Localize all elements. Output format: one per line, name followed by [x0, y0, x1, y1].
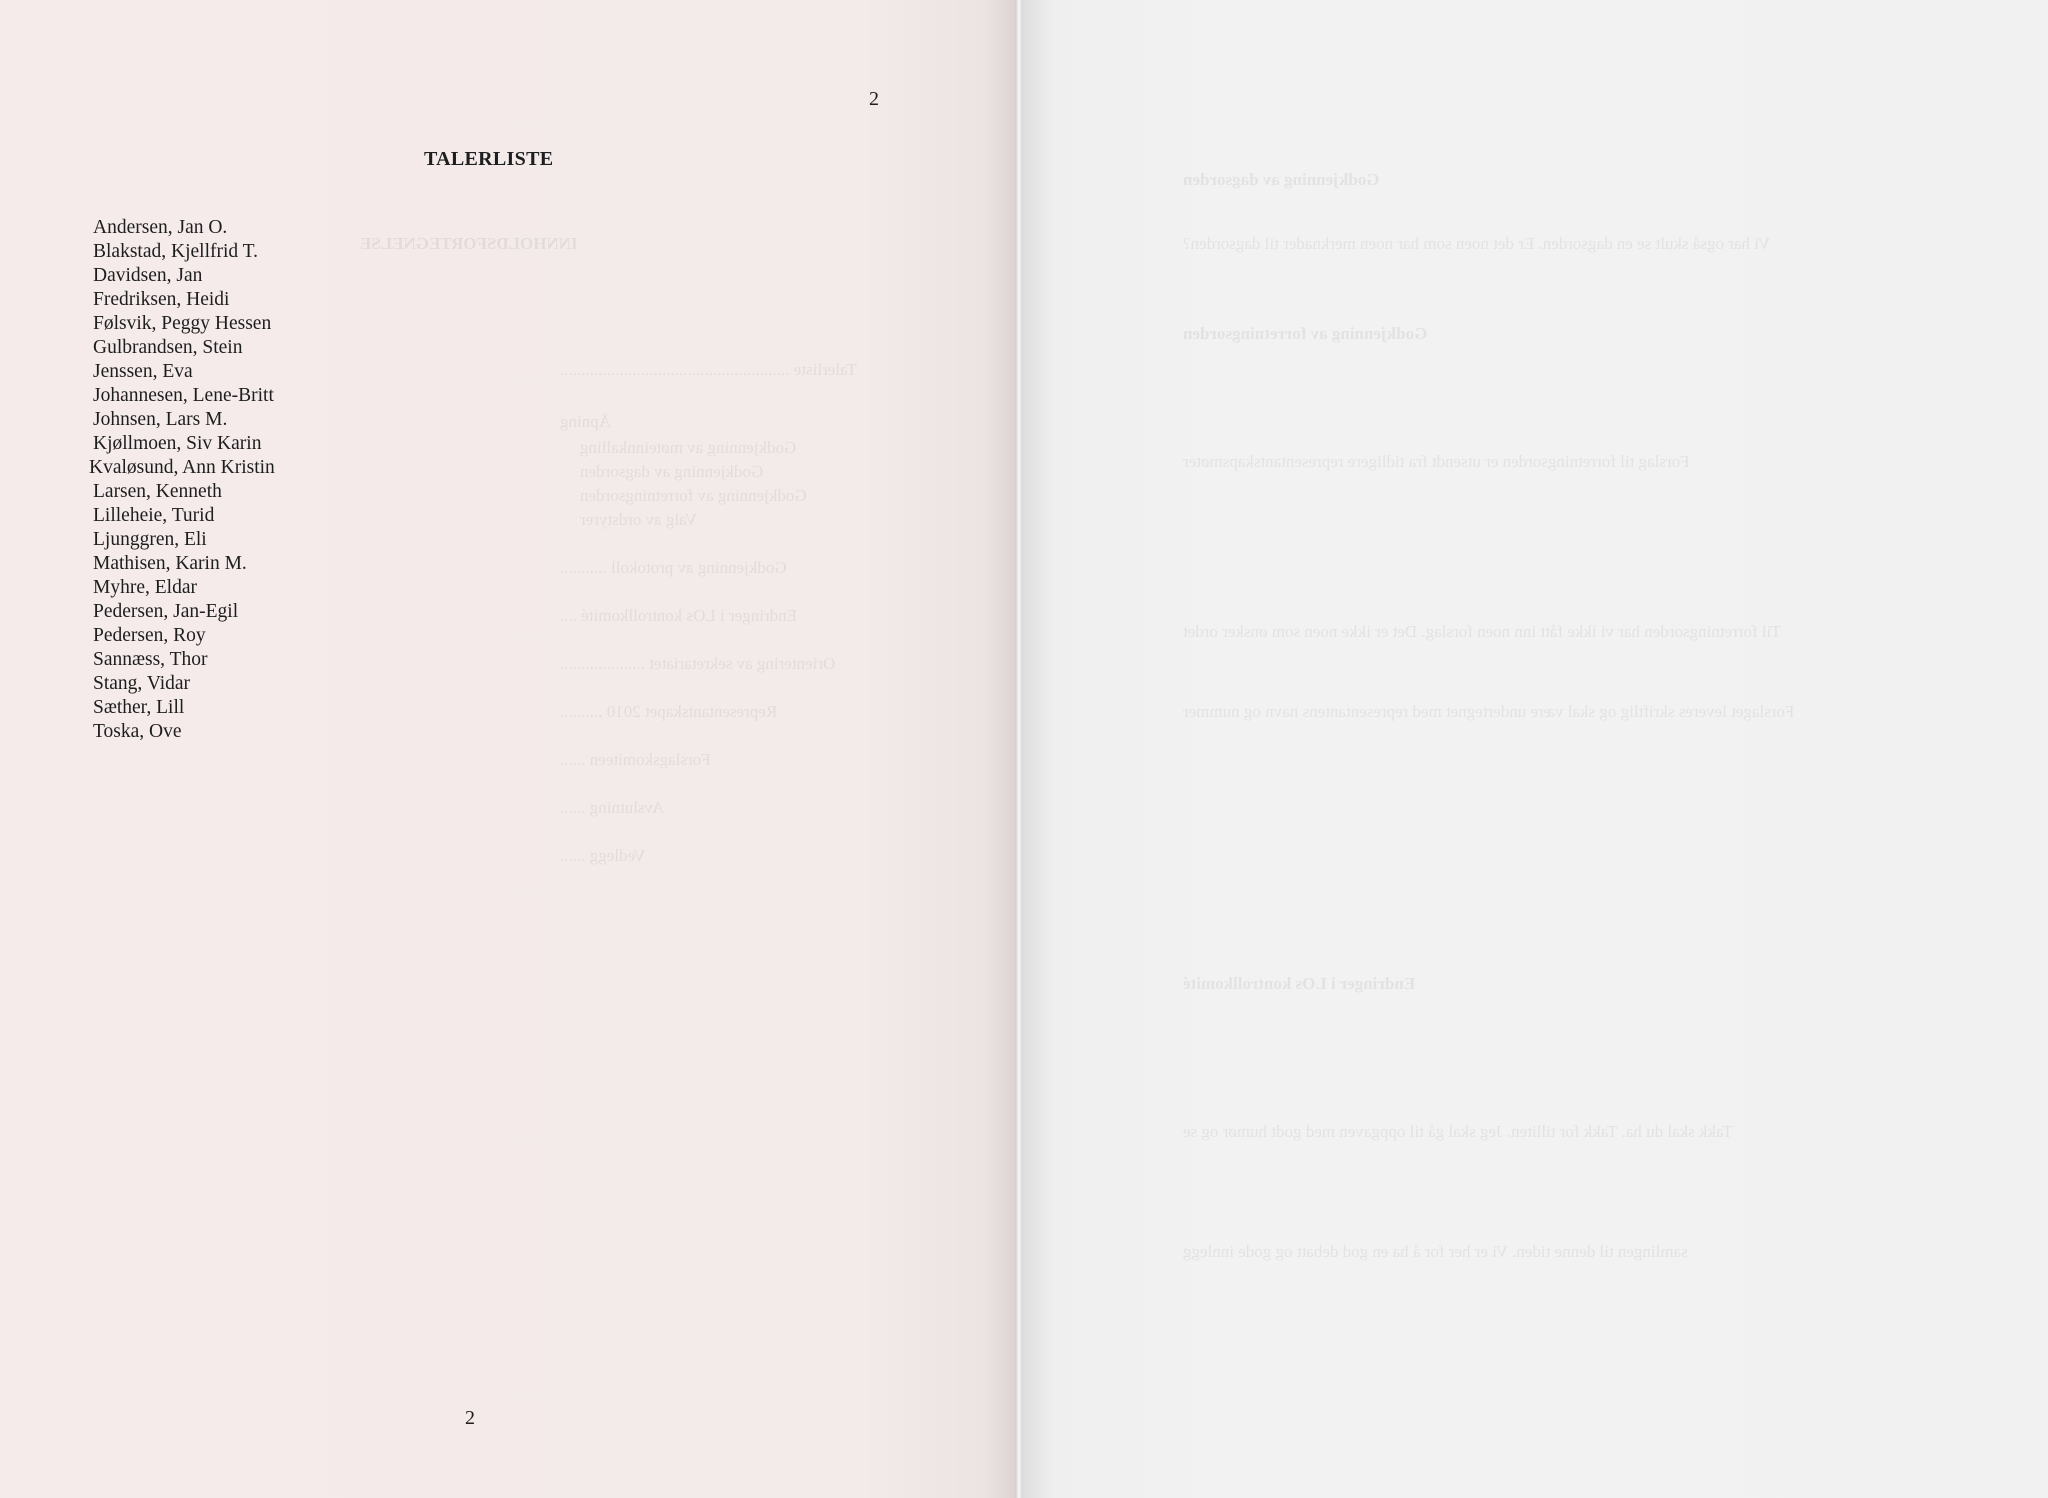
- show-through-text: Vi har også skult se en dagsorden. Er det noen som har noen merknader til dagsorden?: [1183, 234, 1771, 253]
- speaker-list-item: Sannæss, Thor: [93, 649, 208, 670]
- speaker-list-item: Blakstad, Kjellfrid T.: [93, 241, 258, 262]
- show-through-text: Representantskapet 2010 ..........: [560, 702, 778, 721]
- show-through-text: Endringer i LOs kontrollkomité: [1183, 974, 1416, 993]
- speaker-list-item: Myhre, Eldar: [93, 577, 197, 598]
- speaker-list-item: Johnsen, Lars M.: [93, 409, 228, 430]
- left-page: [0, 0, 1015, 1498]
- show-through-text: Godkjenning av dagsorden: [1183, 170, 1380, 189]
- show-through-text: Godkjenning av dagsorden: [580, 462, 764, 481]
- show-through-text: Til forretningsorden har vi ikke fått inn noen forslag. Det er ikke noen som ønsker ordet: [1183, 622, 1782, 641]
- speaker-list-item: Kjøllmoen, Siv Karin: [93, 433, 262, 454]
- page-title: TALERLISTE: [424, 148, 554, 170]
- show-through-text: Orientering av sekretariatet ....................: [560, 654, 836, 673]
- show-through-text: Godkjenning av forretningsorden: [1183, 324, 1428, 343]
- show-through-text: Avslutning ......: [560, 798, 665, 817]
- show-through-text: Talerliste ......................................................: [560, 360, 857, 379]
- speaker-list-item: Johannesen, Lene-Britt: [93, 385, 274, 406]
- show-through-text: Vedlegg ......: [560, 846, 646, 865]
- show-through-text: Forslaget leveres skriftlig og skal være undertegnet med representantens navn og nummer: [1183, 702, 1795, 721]
- speaker-list: [89, 216, 275, 744]
- speaker-list-item: Sæther, Lill: [93, 697, 185, 718]
- right-page: [1023, 0, 2048, 1498]
- show-through-text: Godkjenning av møteinnkalling: [580, 438, 797, 457]
- speaker-list-item: Kvaløsund, Ann Kristin: [89, 457, 275, 478]
- speaker-list-item: Toska, Ove: [93, 721, 182, 742]
- speaker-list-item: Følsvik, Peggy Hessen: [93, 313, 272, 334]
- show-through-text: Godkjenning av forretningsorden: [580, 486, 807, 505]
- show-through-text: Takk skal du ha. Takk for tilliten. Jeg skal gå til oppgaven med godt humør og se: [1183, 1122, 1733, 1141]
- speaker-list-item: Larsen, Kenneth: [93, 481, 222, 502]
- speaker-list-item: Gulbrandsen, Stein: [93, 337, 243, 358]
- show-through-text: Forslagskomiteen ......: [560, 750, 711, 769]
- speaker-list-item: Ljunggren, Eli: [93, 529, 207, 550]
- page-number-bottom: 2: [465, 1407, 475, 1429]
- speaker-list-item: Mathisen, Karin M.: [93, 553, 247, 574]
- speaker-list-item: Andersen, Jan O.: [93, 217, 228, 238]
- show-through-text: Valg av ordstyrer: [580, 510, 698, 529]
- speaker-list-item: Jenssen, Eva: [93, 361, 193, 382]
- speaker-list-item: Pedersen, Jan-Egil: [93, 601, 239, 622]
- speaker-list-item: Pedersen, Roy: [93, 625, 206, 646]
- speaker-list-item: Davidsen, Jan: [93, 265, 203, 286]
- speaker-list-item: Fredriksen, Heidi: [93, 289, 230, 310]
- speaker-list-item: Stang, Vidar: [93, 673, 191, 694]
- show-through-text: INNHOLDSFORTEGNELSE: [360, 234, 578, 253]
- show-through-text: samlingen til denne tiden. Vi er her for å ha en god debatt og gode innlegg: [1183, 1242, 1688, 1261]
- book-spine: [1015, 0, 1023, 1498]
- speaker-list-item: Lilleheie, Turid: [93, 505, 215, 526]
- show-through-text: Godkjenning av protokoll ...........: [560, 558, 787, 577]
- show-through-text: Endringer i LOs kontrollkomité ....: [560, 606, 798, 625]
- page-number-top: 2: [869, 88, 879, 110]
- show-through-text: Åpning: [560, 412, 611, 431]
- show-through-text: Forslag til forretningsorden er utsendt fra tidligere representantskapsmøter: [1183, 452, 1690, 471]
